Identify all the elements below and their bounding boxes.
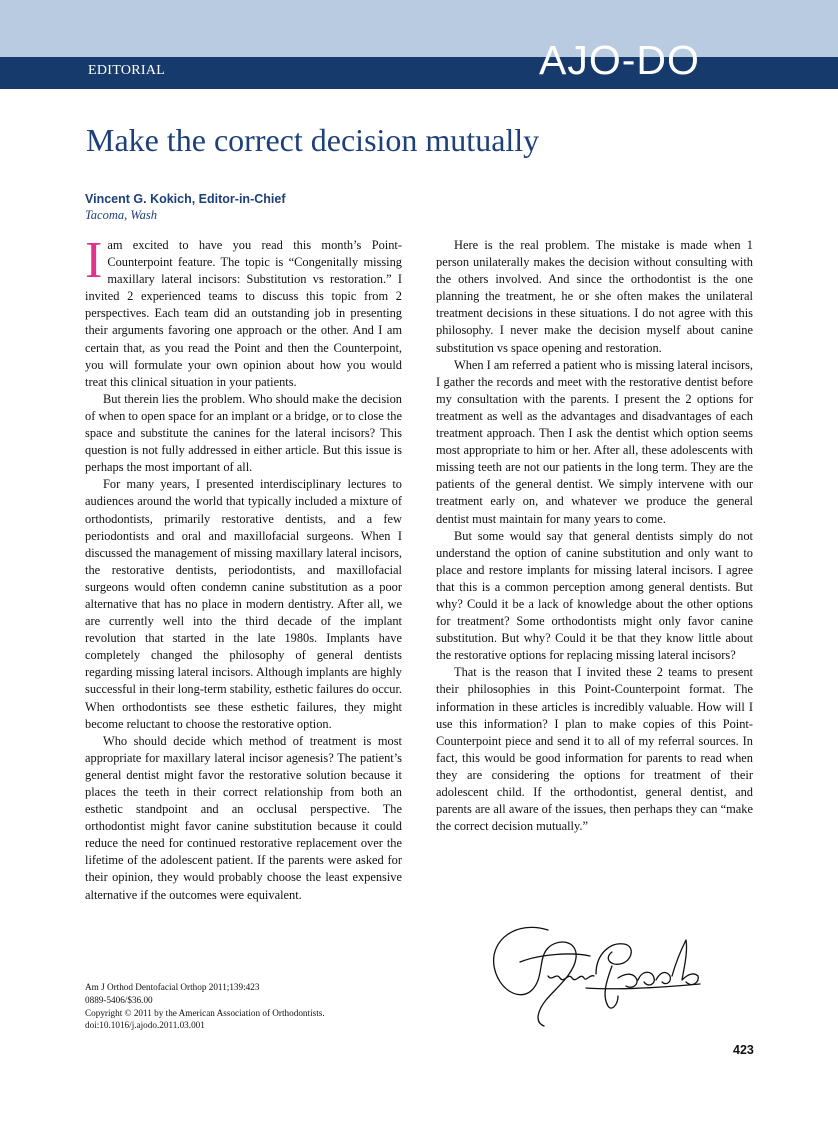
journal-logo: AJO-DO [539,37,700,83]
paragraph: But some would say that general dentists simply do not understand the option of canine substitution and only want to place and restore implants for missing lateral incisors. I agree that this is a common perception among general dentists. But why? Could it be a lack of knowledge about the other options for treatment? Some orthodontists might only favor canine substitution. But why? Could it be that they know little about the restorative options for replacing missing lateral incisors? [436,528,753,663]
signature-image [486,918,708,1030]
paragraph: But therein lies the problem. Who should make the decision of when to open space for an implant or a bridge, or to close the space and substitute the canines for the lateral incisors? This question is not fully addressed in either article. But this issue is perhaps the most important of all. [85,391,402,475]
right-column [436,237,753,835]
citation-journal: Am J Orthod Dentofacial Orthop 2011;139:423 [85,982,260,992]
paragraph: Iam excited to have you read this month’s Point-Counterpoint feature. The topic is “Congenitally missing maxillary lateral incisors: Substitution vs restoration.” I invited 2 experienced teams to discuss this topic from 2 perspectives. Each team did an outstanding job in presenting their arguments favoring one approach or the other. And I am certain that, as you read the Point and then the Counterpoint, you will formulate your own opinion about how you would treat this clinical situation in your patients. [85,232,402,389]
page-number: 423 [733,1043,754,1057]
author-name: Vincent G. Kokich, Editor-in-Chief [85,192,286,206]
author-affiliation: Tacoma, Wash [85,208,158,222]
citation-doi: doi:10.1016/j.ajodo.2011.03.001 [85,1020,205,1031]
citation-block [85,981,325,1032]
paragraph: For many years, I presented interdisciplinary lectures to audiences around the world that typically included a mixture of orthodontists, primarily restorative dentists, and a few periodontists and oral and maxillofacial surgeons. When I discussed the management of missing maxillary lateral incisors, the restorative dentists, periodontists, and maxillofacial surgeons would often condemn canine substitution as a poor alternative that has no place in modern dentistry. After all, we are currently well into the third decade of the implant revolution that started in the late 1980s. Implants have completely changed the philosophy of general dentists regarding missing lateral incisors. Although implants are highly successful in their long-term stability, esthetic failures do occur. When orthodontists see these esthetic failures, they might become reluctant to choose the restorative option. [85,477,402,731]
citation-copyright: Copyright © 2011 by the American Association of Orthodontists. [85,1007,325,1018]
article-title: Make the correct decision mutually [86,122,540,158]
section-label: EDITORIAL [88,63,166,78]
paragraph: That is the reason that I invited these 2 teams to present their philosophies in this Point-Counterpoint format. The information in these articles is incredibly valuable. How will I use this information? I plan to make copies of this Point-Counterpoint piece and send it to all of my referral sources. In fact, this would be good information for parents to read when they are considering the options for treatment of their adolescent child. If the orthodontist, general dentist, and parents are all aware of the issues, then perhaps they can “make the correct decision mutually.” [436,665,753,834]
left-column [85,232,402,904]
citation-price: 0889-5406/$36.00 [85,994,153,1005]
paragraph: Here is the real problem. The mistake is made when 1 person unilaterally makes the decision without consulting with the others involved. And since the orthodontist is the one planning the treatment, he or she often makes the unilateral treatment decisions in these situations. I do not agree with this philosophy. I never make the decision myself about canine substitution vs space opening and restoration. [436,238,753,355]
header-band [0,0,838,57]
paragraph: When I am referred a patient who is missing lateral incisors, I gather the records and meet with the restorative dentist before my consultation with the parents. I present the 2 options for treatment as well as the advantages and disadvantages of each treatment approach. Then I ask the dentist which option seems most appropriate to him or her. After all, these adolescents with missing teeth are not our patients in the long term. They are the patients of the general dentist. We simply intervene with our treatment early on, and whatever we produce the general dentist must maintain for many years to come. [436,357,753,526]
paragraph: Who should decide which method of treatment is most appropriate for maxillary lateral incisor agenesis? The patient’s general dentist might favor the restorative solution because it places the teeth in their correct relationship from both an esthetic standpoint and an occlusal perspective. The orthodontist might favor canine substitution because it could reduce the need for continued restorative replacement over the lifetime of the adolescent patient. If the parents were asked for their opinion, they would probably choose the least expensive alternative if the outcomes were equivalent. [85,733,402,902]
drop-cap: I [85,232,103,289]
